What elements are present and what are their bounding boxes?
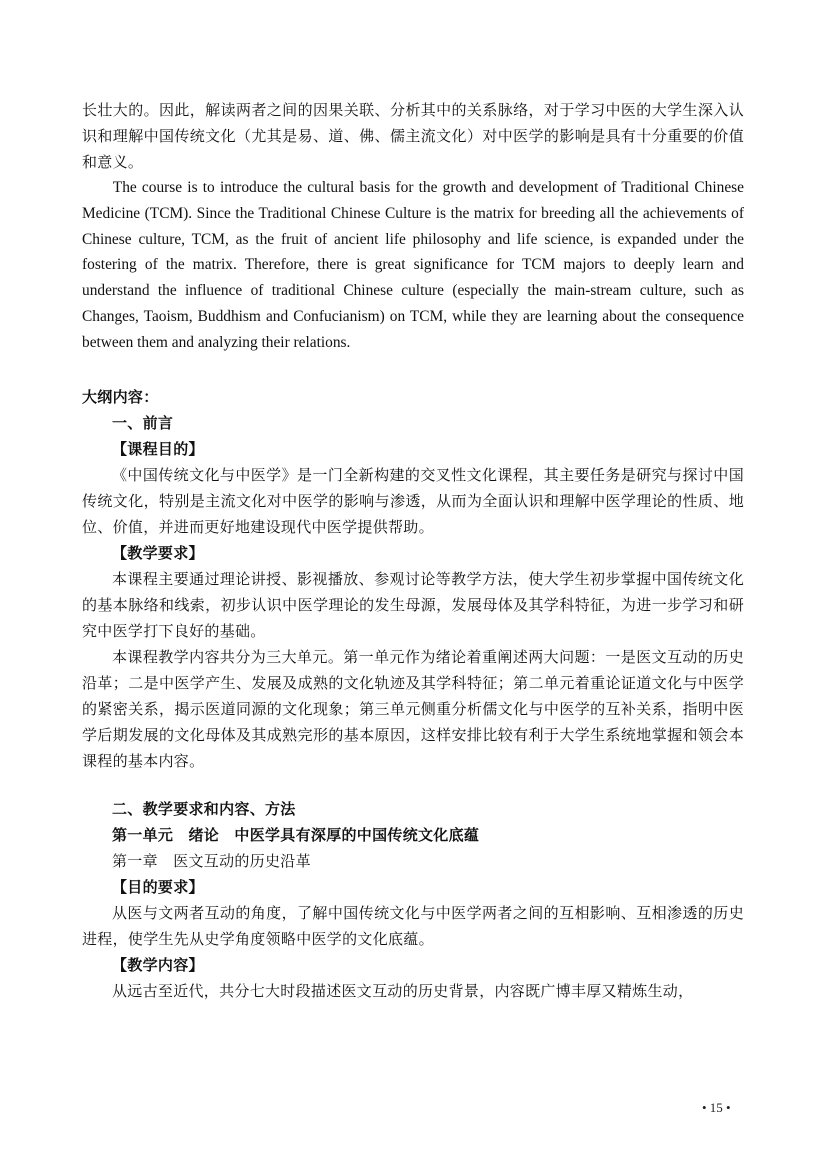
- requirement-text-2: 本课程教学内容共分为三大单元。第一单元作为绪论着重阐述两大问题：一是医文互动的历史沿革；二是中医学产生、发展及成熟的文化轨迹及其学科特征；第二单元着重论证道文化与中医学的紧密关系，揭示医道同源的文化现象；第三单元侧重分析儒文化与中医学的互补关系，指明中医学后期发展的文化母体及其成熟完形的基本原因，这样安排比较有利于大学生系统地掌握和领会本课程的基本内容。: [82, 647, 744, 770]
- purpose-heading: 【课程目的】: [112, 439, 204, 458]
- section2-title: 二、教学要求和内容、方法: [112, 799, 296, 818]
- page-number: • 15 •: [702, 1100, 731, 1115]
- aim-text: 从医与文两者互动的角度，了解中国传统文化与中医学两者之间的互相影响、互相渗透的历史进程，使学生先从史学角度领略中医学的文化底蕴。: [82, 903, 744, 948]
- intro-chinese-paragraph: 长壮大的。因此，解读两者之间的因果关联、分析其中的关系脉络，对于学习中医的大学生深入认识和理解中国传统文化（尤其是易、道、佛、儒主流文化）对中医学的影响是具有十分重要的价值和意义。: [82, 101, 744, 171]
- requirement-text-1: 本课程主要通过理论讲授、影视播放、参观讨论等教学方法，使大学生初步掌握中国传统文化的基本脉络和线索，初步认识中医学理论的发生母源，发展母体及其学科特征，为进一步学习和研究中医学打下良好的基础。: [82, 569, 744, 640]
- outline-title: 大纲内容：: [82, 387, 159, 406]
- aim-heading: 【目的要求】: [112, 877, 204, 896]
- unit1-title: 第一单元 绪论 中医学具有深厚的中国传统文化底蕴: [112, 825, 480, 844]
- section-spacer: [82, 774, 744, 796]
- page-body: [82, 97, 744, 1004]
- chapter1-title: 第一章 医文互动的历史沿革: [112, 851, 311, 870]
- content-text: 从远古至近代，共分七大时段描述医文互动的历史背景，内容既广博丰厚又精炼生动，: [112, 981, 694, 1000]
- intro-english-paragraph: The course is to introduce the cultural basis for the growth and development of Traditional Chinese Medicine (TCM). Since the Traditional Chinese Culture is the matrix for breeding all the achievements of Chinese culture, TCM, as the fruit of ancient life philosophy and life science, is expanded under the fostering of the matrix. Therefore, there is great significance for TCM majors to deeply learn and understand the influence of traditional Chinese culture (especially the main-stream culture, such as Changes, Taoism, Buddhism and Confucianism) on TCM, while they are learning about the consequence between them and analyzing their relations.: [82, 179, 744, 351]
- section1-title: 一、前言: [112, 413, 174, 432]
- requirement-heading: 【教学要求】: [112, 543, 204, 562]
- purpose-text: 《中国传统文化与中医学》是一门全新构建的交叉性文化课程，其主要任务是研究与探讨中国传统文化，特别是主流文化对中医学的影响与渗透，从而为全面认识和理解中医学理论的性质、地位、价值，并进而更好地建设现代中医学提供帮助。: [82, 465, 744, 536]
- content-heading: 【教学内容】: [112, 955, 204, 974]
